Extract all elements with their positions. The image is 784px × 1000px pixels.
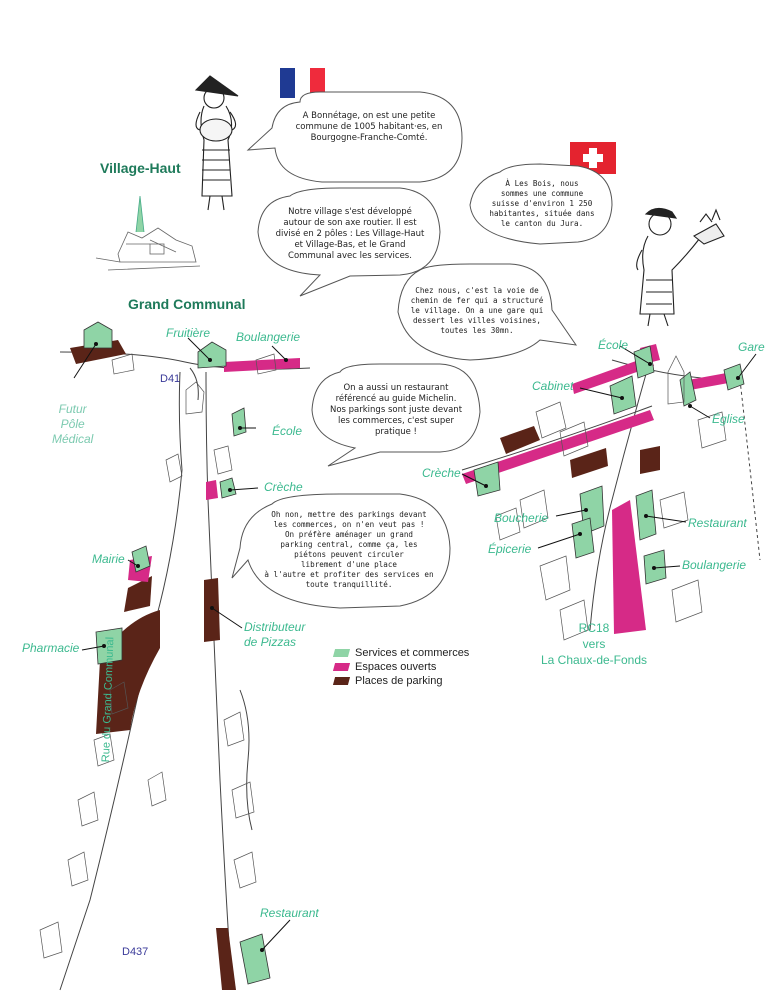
bubble-lesbois-parking-text <box>254 510 444 590</box>
bubble-line: Communal avec les services. <box>288 251 412 261</box>
legend-item-services <box>334 647 469 659</box>
legend-swatch-open-spaces <box>333 663 350 671</box>
legend-label: Services et commerces <box>355 647 470 659</box>
label-gare: Gare <box>738 340 765 354</box>
label-creche-right: Crèche <box>422 466 461 480</box>
left-map-parking <box>70 340 236 990</box>
label-d437: D437 <box>122 946 149 958</box>
bubble-line: à l'autre et profiter des services en <box>264 570 434 579</box>
bubble-line: le village. On a une gare qui <box>410 306 544 315</box>
label-ecole-left: École <box>272 424 303 438</box>
legend-item-parking <box>334 675 442 687</box>
legend-item-open-spaces <box>334 661 436 673</box>
bubble-line: Bourgogne-Franche-Comté. <box>310 133 428 143</box>
bubble-bonnetage-intro-text <box>284 111 454 144</box>
bubble-line: suisse d'environ 1 250 <box>491 199 593 208</box>
village-haut-sketch <box>96 196 200 270</box>
label-epicerie: Épicerie <box>488 542 532 556</box>
swiss-character-icon <box>637 208 724 326</box>
label-line: Distributeur <box>244 620 306 634</box>
bubble-line: divisé en 2 pôles : Les Village-Haut <box>275 229 425 239</box>
grand-communal-heading: Grand Communal <box>128 296 246 312</box>
label-boucherie: Boucherie <box>494 511 549 525</box>
label-cabinet: Cabinet <box>532 379 574 393</box>
french-character-icon <box>196 76 238 210</box>
bubble-line: et Village-Bas, et le Grand <box>294 240 406 250</box>
label-mairie: Mairie <box>92 552 125 566</box>
legend-swatch-services <box>333 649 350 657</box>
bubble-line: On préfère aménager un grand <box>284 530 413 539</box>
bubble-bonnetage-restaurant-text <box>316 383 476 438</box>
bubble-line: Nos parkings sont juste devant <box>329 405 463 415</box>
bubble-line: le canton du Jura. <box>500 219 584 228</box>
bubble-lesbois-rail-text <box>402 286 552 336</box>
bubble-line: chemin de fer qui a structuré <box>410 296 544 305</box>
legend-label: Espaces ouverts <box>355 661 437 673</box>
bubble-line: référencé au guide Michelin. <box>335 394 457 404</box>
label-restaurant-right: Restaurant <box>688 516 747 530</box>
bubble-line: toute tranquillité. <box>305 580 393 589</box>
label-line: Pôle <box>60 417 85 431</box>
bubble-lesbois-intro-text <box>476 179 608 229</box>
label-line: de Pizzas <box>244 635 297 649</box>
bubble-line: piétons peuvent circuler <box>294 550 404 559</box>
bubble-line: commune de 1005 habitant·es, en <box>295 122 443 132</box>
bubble-bonnetage-axis-text <box>262 207 438 262</box>
label-rue-du-grand-communal: Rue du Grand Communal <box>100 636 117 763</box>
village-haut-heading: Village-Haut <box>100 160 181 176</box>
label-boulangerie-left: Boulangerie <box>236 330 301 344</box>
label-restaurant-left: Restaurant <box>260 906 319 920</box>
bubble-line: pratique ! <box>375 427 417 437</box>
label-rc18-direction <box>536 620 652 668</box>
bubble-line: parking central, comme ça, les <box>280 540 418 549</box>
bubble-line: Notre village s'est développé <box>288 207 412 217</box>
bubble-line: les commerces, c'est super <box>337 416 455 426</box>
bubble-line: autour de son axe routier. Il est <box>283 218 417 228</box>
bubble-line: Chez nous, c'est la voie de <box>415 286 539 295</box>
label-line: RC18 <box>578 621 610 635</box>
label-pharmacie: Pharmacie <box>22 641 80 655</box>
bubble-line: À Les Bois, nous <box>505 179 579 188</box>
bubble-line: les commerces, on n'en veut pas ! <box>273 520 425 529</box>
right-map-parking <box>500 426 660 478</box>
label-creche-left: Crèche <box>264 480 303 494</box>
label-ecole-right: École <box>598 338 629 352</box>
label-d41: D41 <box>160 373 181 385</box>
bubble-line: On a aussi un restaurant <box>343 383 449 393</box>
bubble-line: habitantes, située dans <box>489 209 595 218</box>
label-boulangerie-right: Boulangerie <box>682 558 747 572</box>
legend-label: Places de parking <box>355 675 443 687</box>
bubble-line: A Bonnétage, on est une petite <box>302 111 436 121</box>
bubble-line: sommes une commune <box>500 189 584 198</box>
legend-swatch-parking <box>333 677 350 685</box>
left-map-roads <box>60 352 310 990</box>
right-map-roads <box>462 360 760 630</box>
bubble-line: dessert les villes voisines, <box>412 316 541 325</box>
label-line: vers <box>582 637 606 651</box>
label-line: Médical <box>52 432 94 446</box>
bubble-line: librement d'une place <box>300 560 397 569</box>
bubble-line: Oh non, mettre des parkings devant <box>271 510 427 519</box>
label-line: La Chaux-de-Fonds <box>540 653 648 667</box>
label-eglise: Église <box>712 412 745 426</box>
label-futur-pole-medical <box>52 402 93 447</box>
label-line: Futur <box>58 402 87 416</box>
bubble-line: toutes les 30mn. <box>440 326 514 335</box>
label-distributeur-pizzas <box>244 620 305 650</box>
label-fruitiere: Fruitière <box>166 326 211 340</box>
